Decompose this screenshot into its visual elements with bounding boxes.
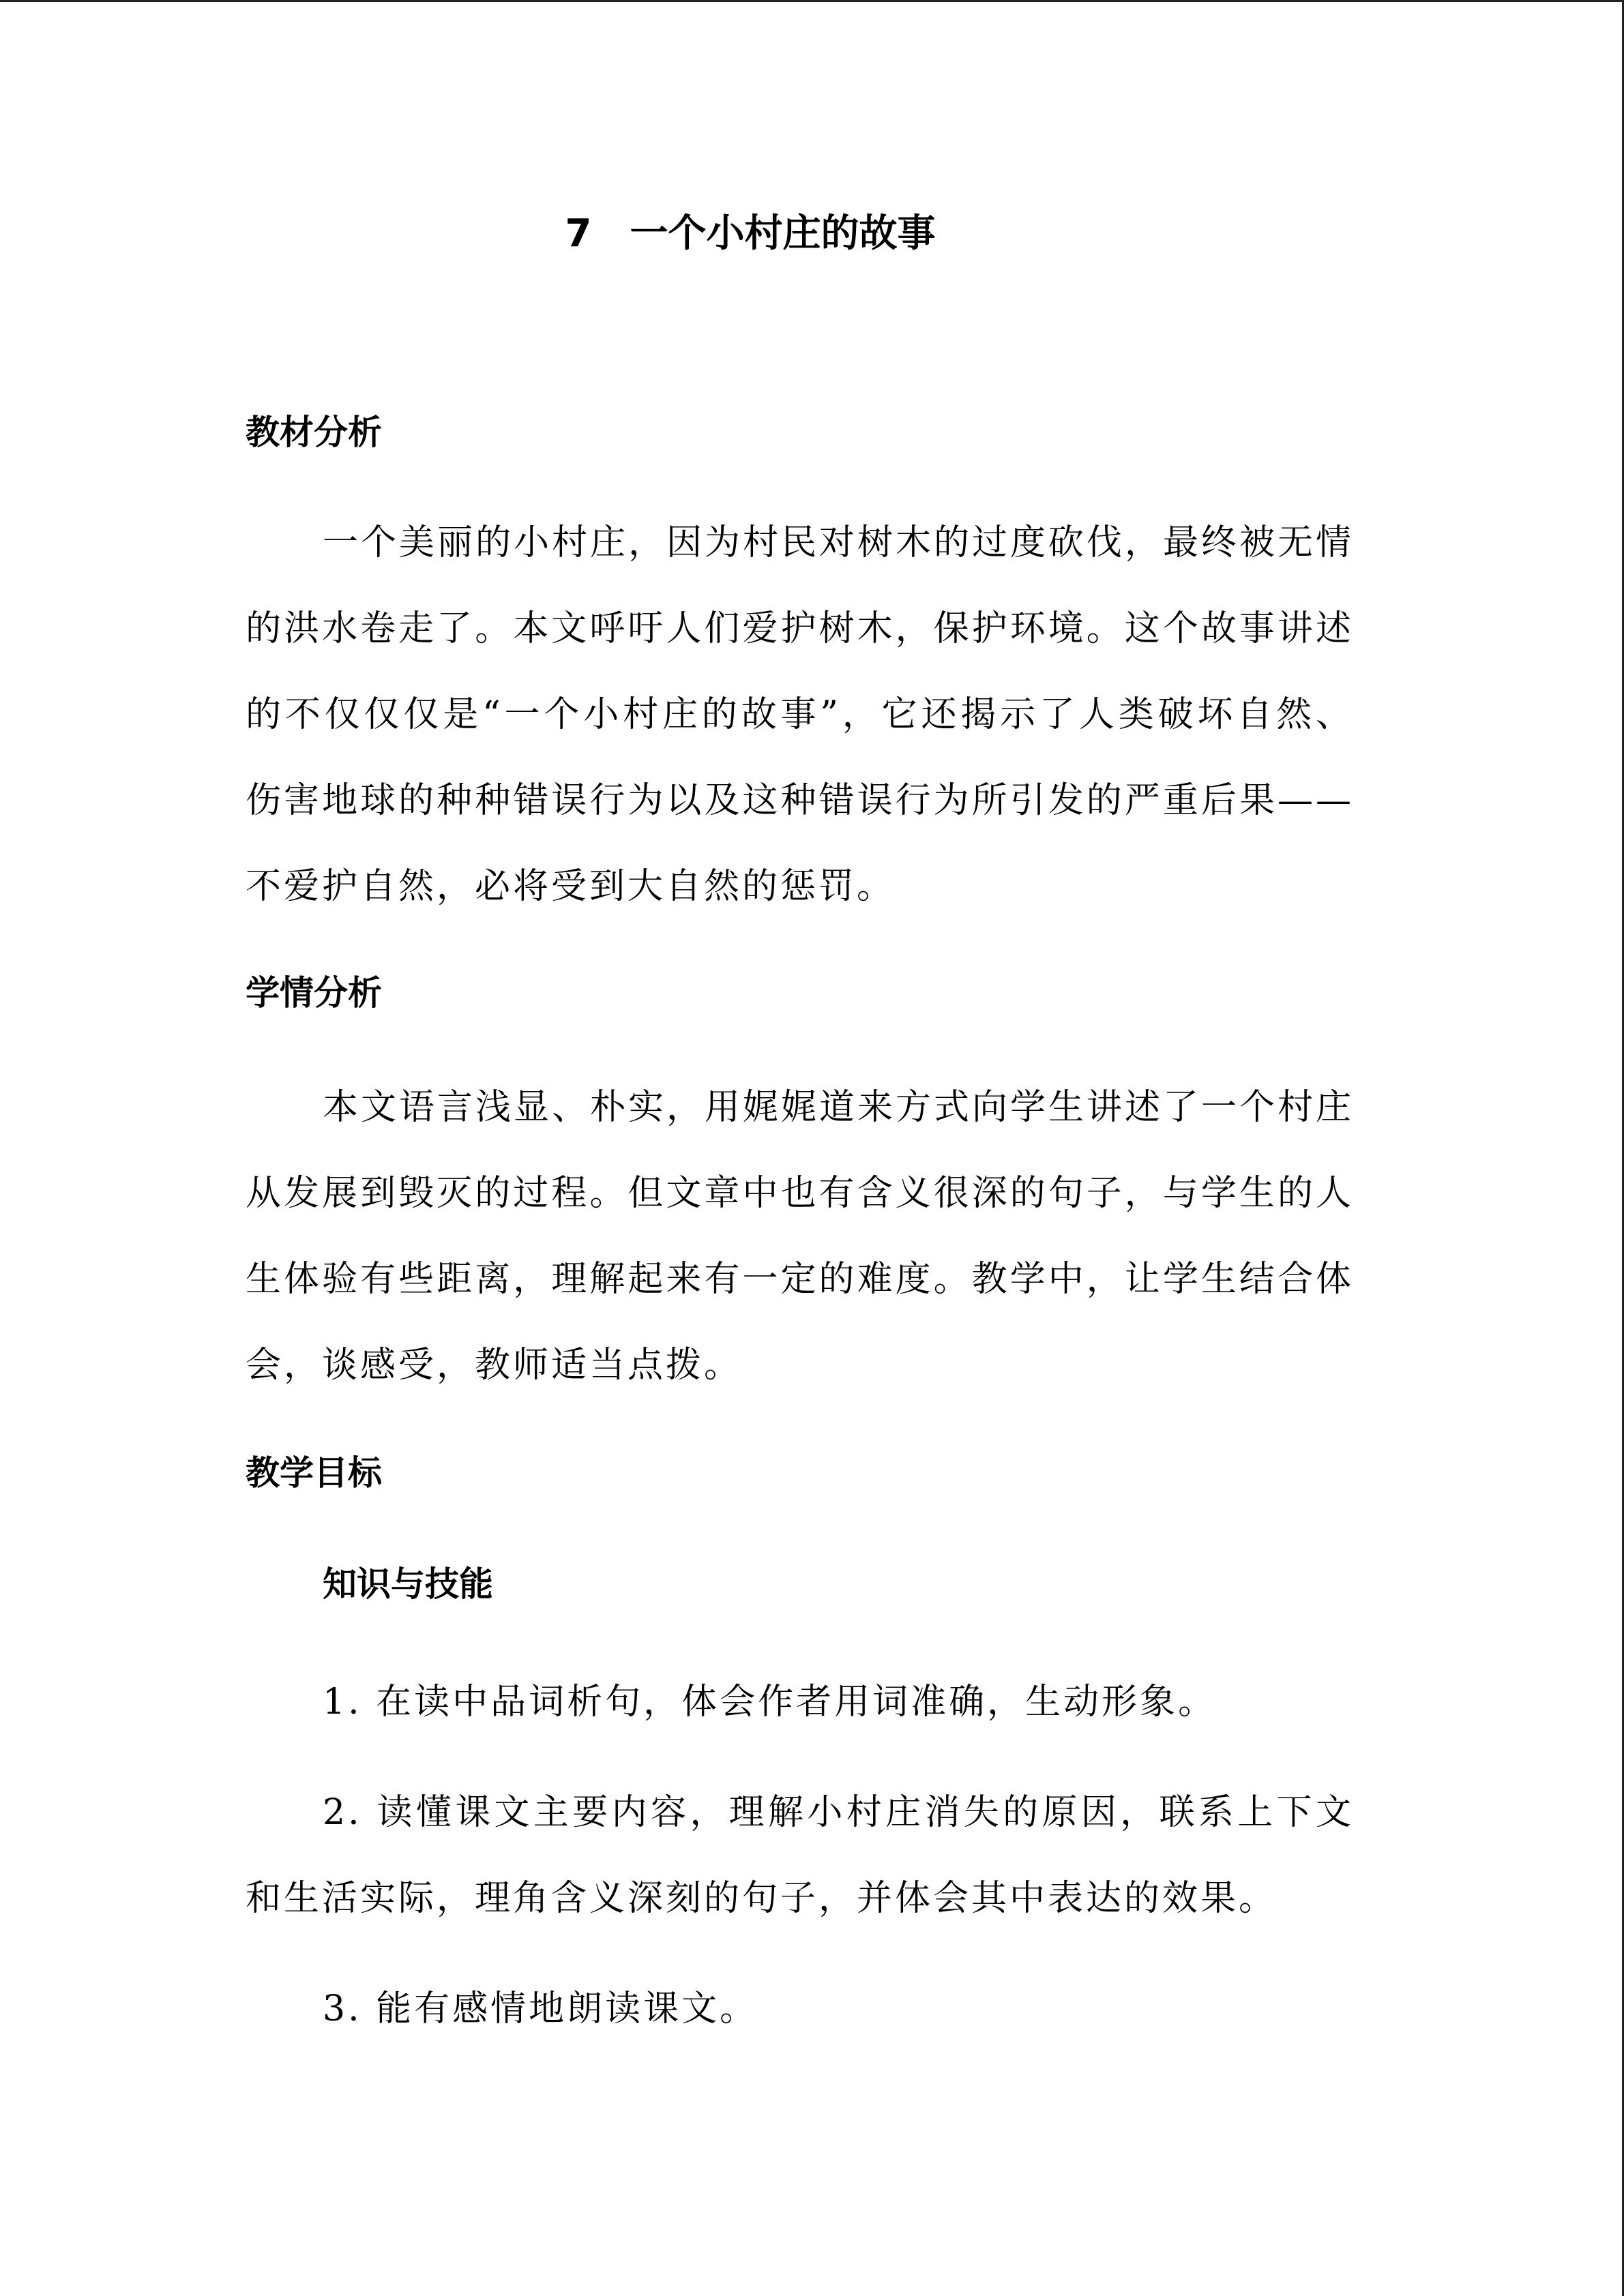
section-heading-student-analysis: 学情分析 bbox=[246, 973, 382, 1013]
section-heading-teaching-goals: 教学目标 bbox=[246, 1453, 382, 1493]
document-title: 7 一个小村庄的故事 bbox=[565, 211, 936, 256]
subheading-knowledge-skills: 知识与技能 bbox=[323, 1564, 493, 1604]
section-heading-material-analysis: 教材分析 bbox=[246, 413, 382, 452]
section-paragraph-material-analysis: 一个美丽的小村庄，因为村民对树木的过度砍伐，最终被无情的洪水卷走了。本文呼吁人们爱护树木，保护环境。这个故事讲述的不仅仅仅是“一个小村庄的故事”，它还揭示了人类破坏自然、伤害地球的种种错误行为以及这种错误行为所引发的严重后果——不爱护自然，必将受到大自然的惩罚。 bbox=[246, 522, 1355, 907]
goal-item: 3. 能有感情地朗读课文。 bbox=[323, 1988, 758, 2029]
goal-item: 1. 在读中品词析句，体会作者用词准确，生动形象。 bbox=[323, 1682, 1217, 1723]
section-paragraph-student-analysis: 本文语言浅显、朴实，用娓娓道来方式向学生讲述了一个村庄从发展到毁灭的过程。但文章中也有含义很深的句子，与学生的人生体验有些距离，理解起来有一定的难度。教学中，让学生结合体会，谈感受，教师适当点拨。 bbox=[246, 1087, 1355, 1386]
goal-item: 2. 读懂课文主要内容，理解小村庄消失的原因，联系上下文和生活实际，理角含义深刻的句子，并体会其中表达的效果。 bbox=[246, 1792, 1354, 1919]
